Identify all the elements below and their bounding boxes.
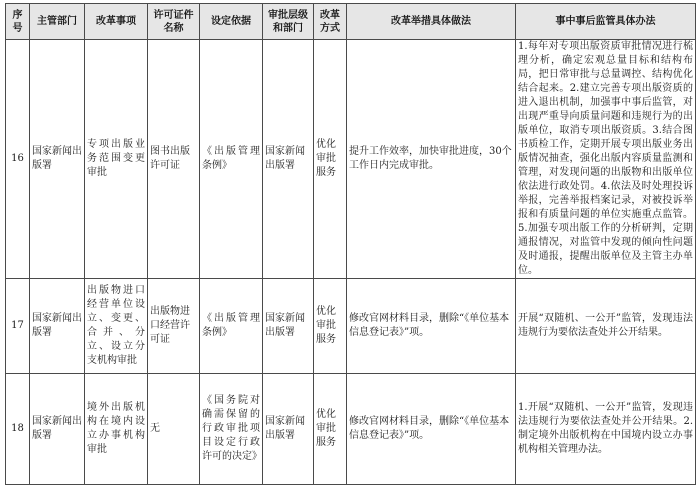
cell-basis: 《出版管理条例》 [200, 279, 263, 374]
cell-measures: 修改官网材料目录，删除“《单位基本信息登记表》”项。 [347, 374, 516, 485]
cell-basis: 《出版管理条例》 [200, 40, 263, 279]
table-row [6, 40, 696, 279]
cell-department: 国家新闻出版署 [30, 40, 85, 279]
header-seq: 序号 [6, 4, 30, 40]
header-method: 改革方式 [314, 4, 347, 40]
cell-approval-level: 国家新闻出版署 [263, 40, 314, 279]
cell-department: 国家新闻出版署 [30, 374, 85, 485]
cell-license-name: 图书出版许可证 [148, 40, 200, 279]
header-basis: 设定依据 [200, 4, 263, 40]
header-license-name: 许可证件名称 [148, 4, 200, 40]
header-approval-level: 审批层级和部门 [263, 4, 314, 40]
cell-supervision: 开展“双随机、一公开”监管，发现违法违规行为要依法查处并公开结果。 [516, 279, 696, 374]
cell-license-name: 无 [148, 374, 200, 485]
cell-method: 优化审批服务 [314, 374, 347, 485]
cell-item: 境外出版机构在境内设立办事机构审批 [85, 374, 148, 485]
cell-measures: 提升工作效率，加快审批进度，30个工作日内完成审批。 [347, 40, 516, 279]
cell-license-name: 出版物进口经营许可证 [148, 279, 200, 374]
cell-method: 优化审批服务 [314, 40, 347, 279]
cell-measures: 修改官网材料目录，删除“《单位基本信息登记表》”项。 [347, 279, 516, 374]
cell-item: 专项出版业务范围变更审批 [85, 40, 148, 279]
cell-approval-level: 国家新闻出版署 [263, 279, 314, 374]
cell-approval-level: 国家新闻出版署 [263, 374, 314, 485]
cell-department: 国家新闻出版署 [30, 279, 85, 374]
table-row [6, 374, 696, 485]
reform-items-table [5, 3, 696, 485]
cell-method: 优化审批服务 [314, 279, 347, 374]
table-row [6, 279, 696, 374]
cell-seq: 18 [6, 374, 30, 485]
cell-seq: 17 [6, 279, 30, 374]
header-measures: 改革举措具体做法 [347, 4, 516, 40]
cell-basis: 《国务院对确需保留的行政审批项目设定行政许可的决定》 [200, 374, 263, 485]
header-item: 改革事项 [85, 4, 148, 40]
cell-seq: 16 [6, 40, 30, 279]
cell-item: 出版物进口经营单位设立、变更、合并、分立、设立分支机构审批 [85, 279, 148, 374]
cell-supervision: 1.每年对专项出版资质审批情况进行梳理分析，确定宏观总量目标和结构布局，把日常审批与总量调控、结构优化结合起来。2.建立完善专项出版资质的进入退出机制，加强事中事后监管，对出现严重导向质量问题和违规行为的出版单位，取消专项出版资质。3.结合图书质检工作，定期开展专项出版业务出版情况抽查，强化出版内容质量监测和管理，对发现问题的出版物和出版单位依法进行政处罚。4.依法及时处理投诉举报，完善举报档案记录，对被投诉举报和有质量问题的单位实施重点监管。5.加强专项出版工作的分析研判，定期通报情况，对监管中发现的倾向性问题及时通报，提醒出版单位及主管主办单位。 [516, 40, 696, 279]
table-header-row [6, 4, 696, 40]
header-department: 主管部门 [30, 4, 85, 40]
header-supervision: 事中事后监管具体办法 [516, 4, 696, 40]
cell-supervision: 1.开展“双随机、一公开”监管，发现违法违规行为要依法查处并公开结果。2.制定境外出版机构在中国境内设立办事机构相关管理办法。 [516, 374, 696, 485]
